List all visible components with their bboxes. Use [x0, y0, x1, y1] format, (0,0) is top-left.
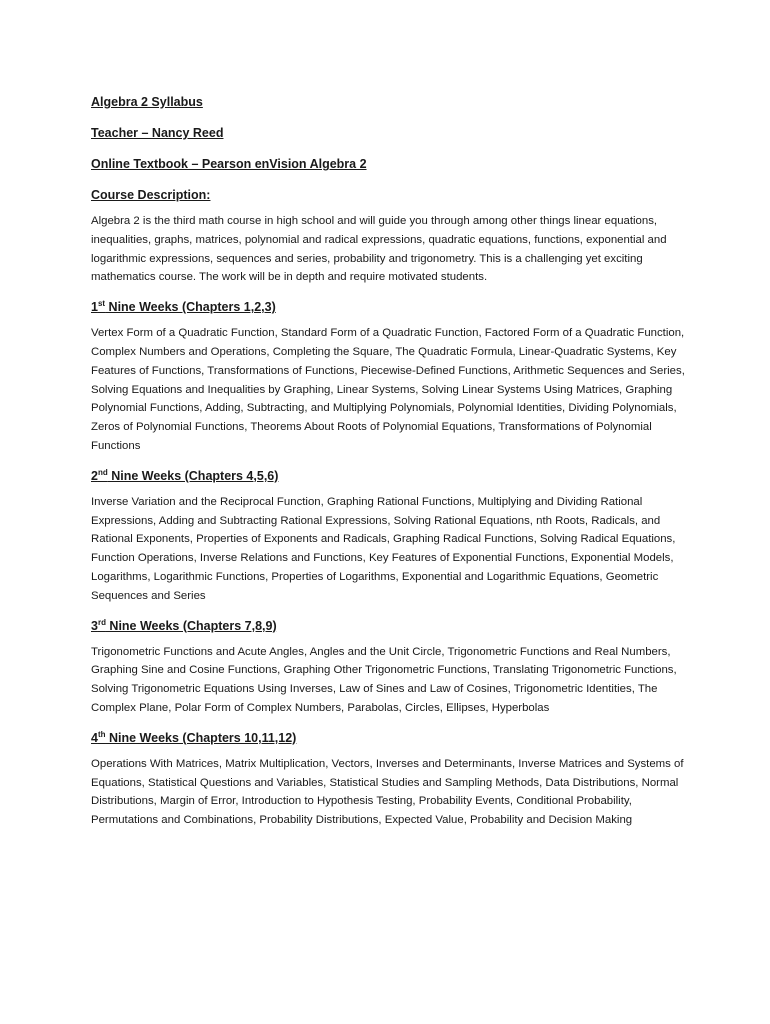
course-description-text: Algebra 2 is the third math course in high school and will guide you through among other things linear equations, inequalities, graphs, matrices, polynomial and radical expressions, quadratic equations, functions, exponential and logarithmic expressions, sequences and series, probability and trigonometry. This is a challenging yet exciting mathematics course. The work will be in depth and require motivated students. — [91, 215, 667, 284]
document-title: Algebra 2 Syllabus — [91, 95, 203, 109]
section-topics-3: Trigonometric Functions and Acute Angles, Angles and the Unit Circle, Trigonometric Functions and Real Numbers, Graphing Sine and Cosine Functions, Graphing Other Trigonometric Functions, Translating Trigonometric Functions, Solving Trigonometric Equations Using Inverses, Law of Sines and Law of Cosines, Trigonometric Identities, The Complex Plane, Polar Form of Complex Numbers, Parabolas, Circles, Ellipses, Hyperbolas — [91, 645, 677, 714]
teacher-heading: Teacher – Nancy Reed — [91, 126, 224, 140]
section-heading-2: 2nd Nine Weeks (Chapters 4,5,6) — [91, 467, 279, 483]
section-heading-4: 4th Nine Weeks (Chapters 10,11,12) — [91, 729, 297, 745]
section-heading-3: 3rd Nine Weeks (Chapters 7,8,9) — [91, 617, 277, 633]
syllabus-content — [91, 92, 687, 830]
section-topics-1: Vertex Form of a Quadratic Function, Standard Form of a Quadratic Function, Factored Form of a Quadratic Function, Complex Numbers and Operations, Completing the Square, The Quadratic Formula, Linear-Quadratic Systems, Key Features of Functions, Transformations of Functions, Piecewise-Defined Functions, Arithmetic Sequences and Series, Solving Equations and Inequalities by Graphing, Linear Systems, Solving Linear Systems Using Matrices, Graphing Polynomial Functions, Adding, Subtracting, and Multiplying Polynomials, Polynomial Identities, Dividing Polynomials, Zeros of Polynomial Functions, Theorems About Roots of Polynomial Equations, Transformations of Polynomial Functions — [91, 327, 685, 452]
section-heading-1: 1st Nine Weeks (Chapters 1,2,3) — [91, 299, 276, 315]
textbook-heading: Online Textbook – Pearson enVision Algebra 2 — [91, 157, 367, 171]
course-description-heading: Course Description: — [91, 188, 211, 202]
section-topics-4: Operations With Matrices, Matrix Multiplication, Vectors, Inverses and Determinants, Inverse Matrices and Systems of Equations, Statistical Questions and Variables, Statistical Studies and Sampling Methods, Data Distributions, Normal Distributions, Margin of Error, Introduction to Hypothesis Testing, Probability Events, Conditional Probability, Permutations and Combinations, Probability Distributions, Expected Value, Probability and Decision Making — [91, 757, 684, 827]
section-topics-2: Inverse Variation and the Reciprocal Function, Graphing Rational Functions, Multiplying and Dividing Rational Expressions, Adding and Subtracting Rational Expressions, Solving Rational Equations, nth Roots, Radicals, and Rational Exponents, Properties of Exponents and Radicals, Graphing Radical Functions, Solving Radical Equations, Function Operations, Inverse Relations and Functions, Key Features of Exponential Functions, Exponential Models, Logarithms, Logarithmic Functions, Properties of Logarithms, Exponential and Logarithmic Equations, Geometric Sequences and Series — [91, 495, 676, 602]
